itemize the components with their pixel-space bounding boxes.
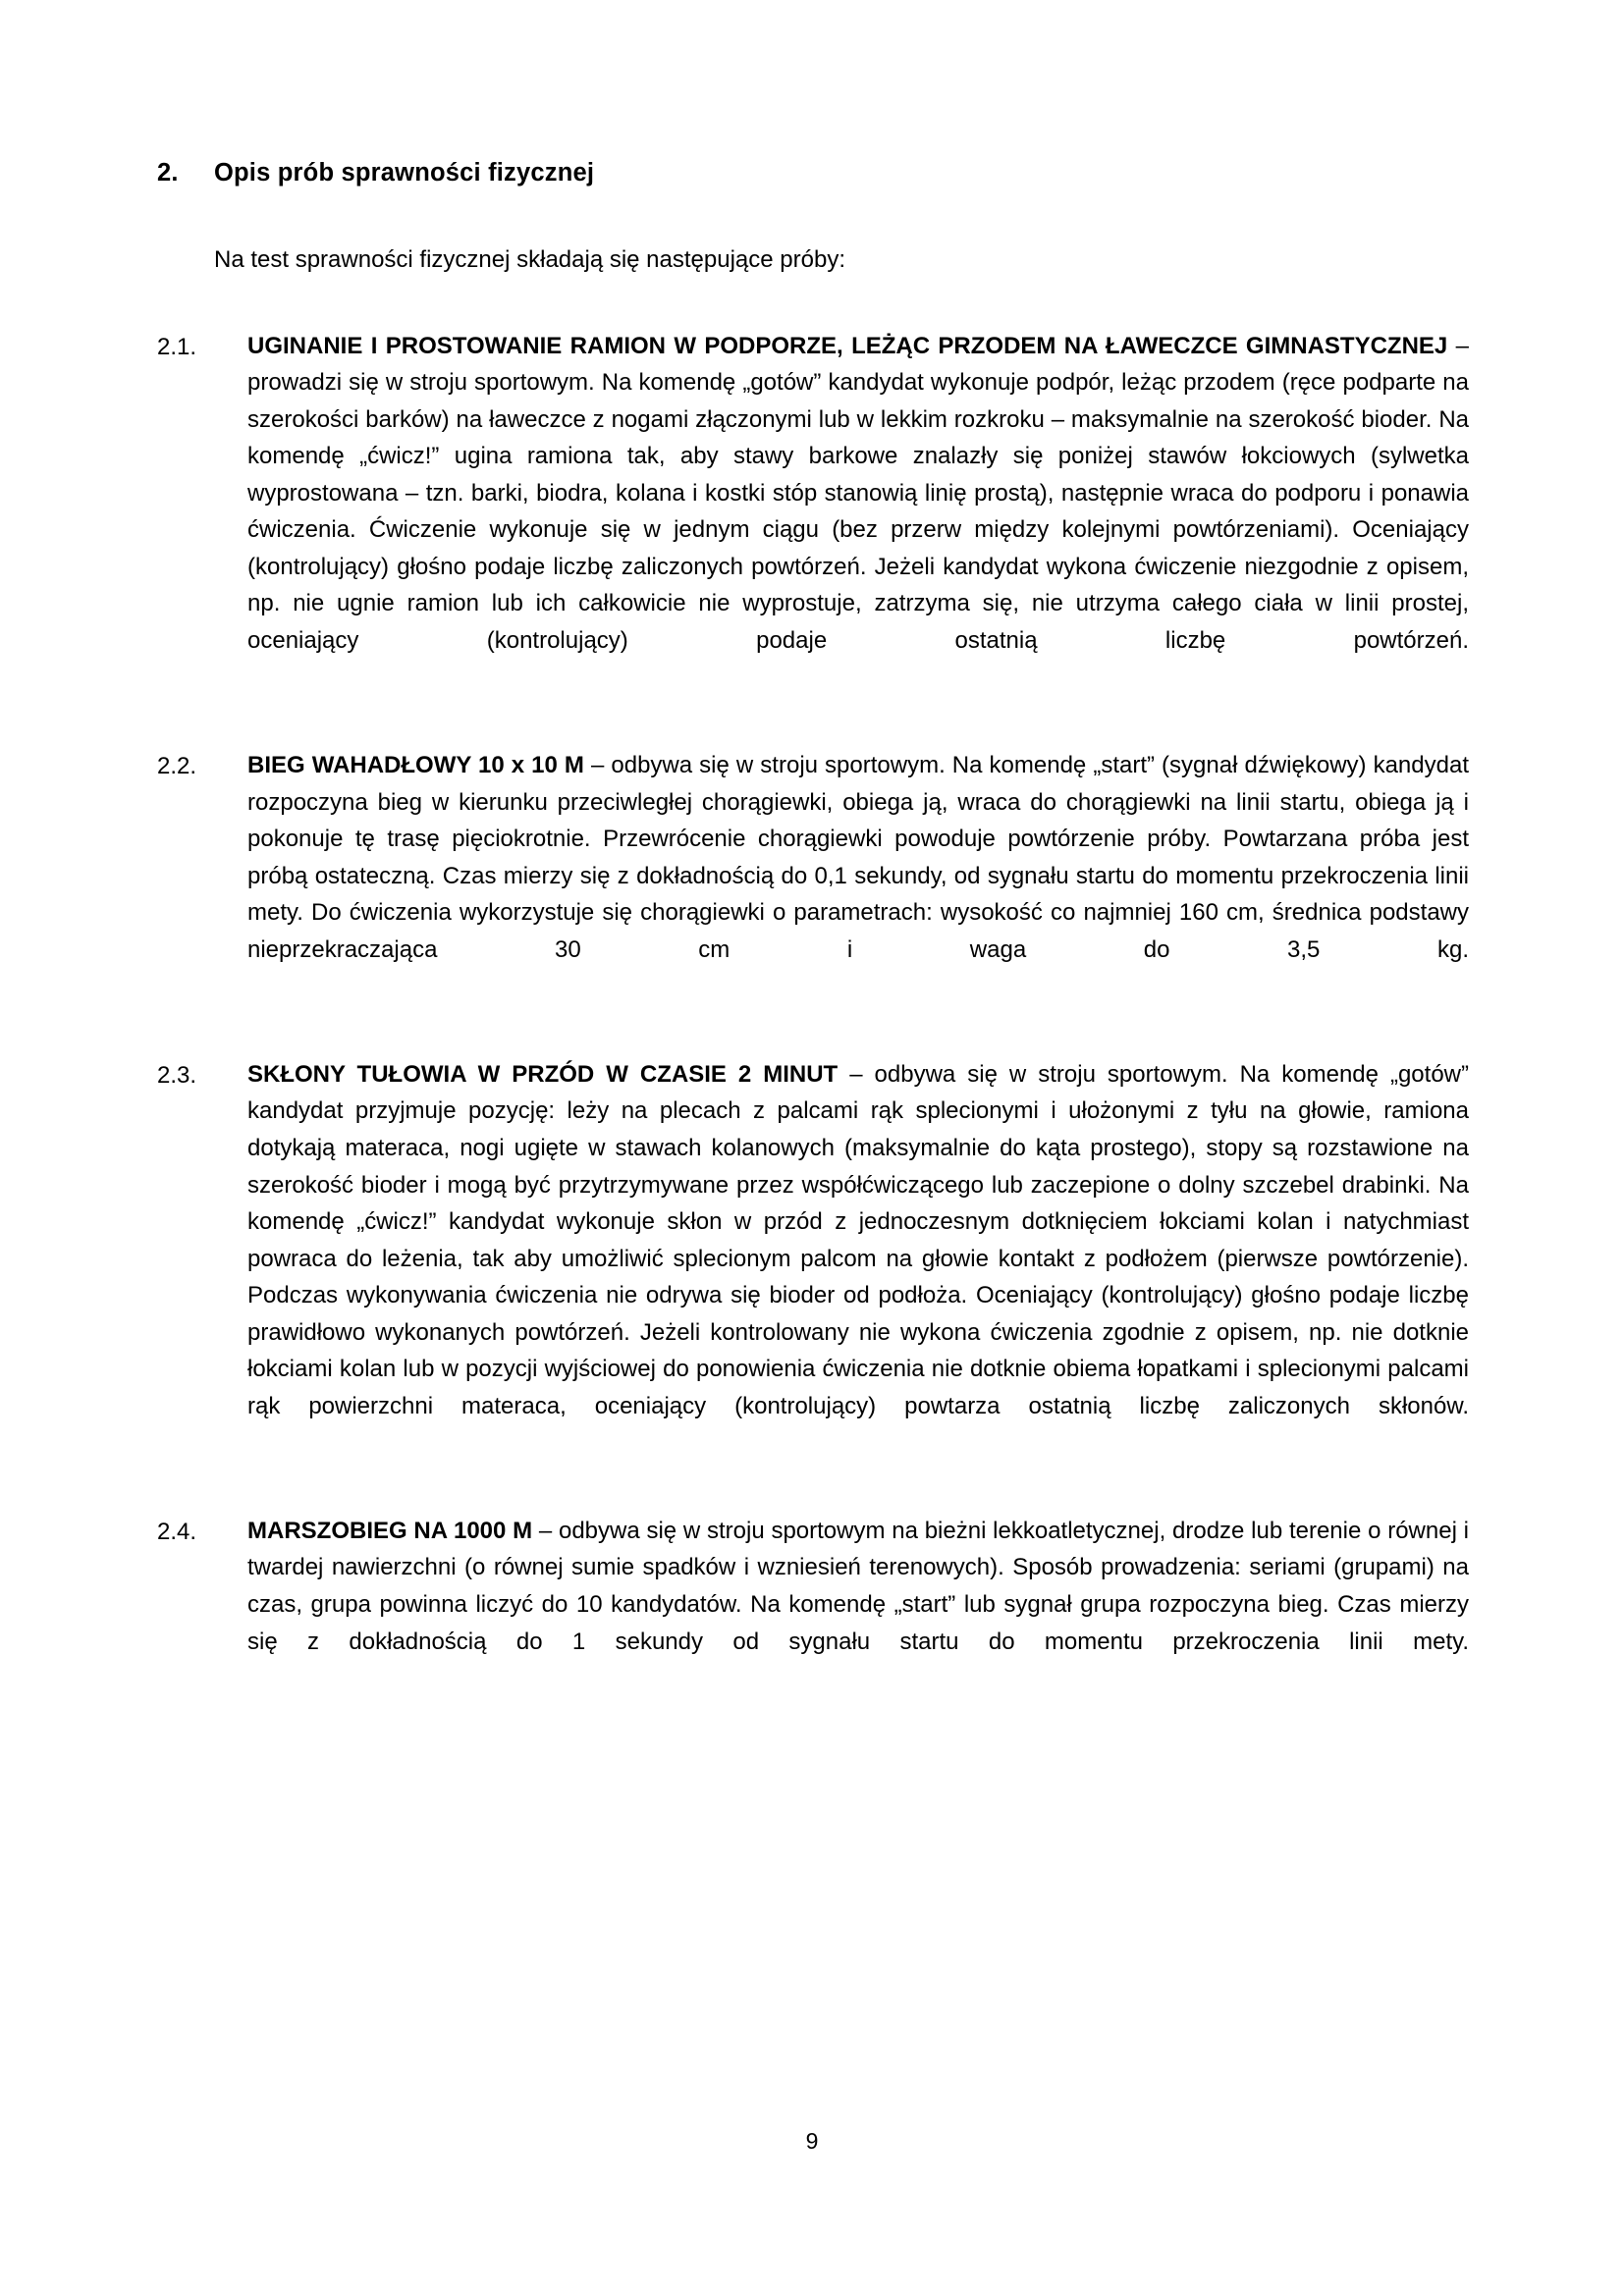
section-2-3-title: SKŁONY TUŁOWIA W PRZÓD W CZASIE 2 MINUT <box>247 1060 839 1088</box>
section-2-1-text: – prowadzi się w stroju sportowym. Na komendę „gotów” kandydat wykonuje podpór, leżąc przodem (ręce podparte na szerokości barków) na ławeczce z nogami złączonymi lub w lekkim rozkroku – maksymalnie na szerokość bioder. Na komendę „ćwicz!” ugina ramiona tak, aby stawy barkowe znalazły się poniżej stawów łokciowych (sylwetka wyprostowana – tzn. barki, biodra, kolana i kostki stóp stanowią linię prostą), następnie wraca do podporu i ponawia ćwiczenia. Ćwiczenie wykonuje się w jednym ciągu (bez przerw między kolejnymi powtórzeniami). Oceniający (kontrolujący) głośno podaje liczbę zaliczonych powtórzeń. Jeżeli kandydat wykona ćwiczenie niezgodnie z opisem, np. nie ugnie ramion lub ich całkowicie nie wyprostuje, zatrzyma się, nie utrzyma całego ciała w linii prostej, oceniający (kontrolujący) podaje ostatnią liczbę powtórzeń. <box>247 332 1470 654</box>
section-2-3 <box>157 1005 1469 1462</box>
section-2-4-body <box>247 1513 1469 1697</box>
section-2-1-body <box>247 328 1469 696</box>
section-2-1-number: 2.1. <box>157 333 197 360</box>
document-content <box>157 157 1469 1697</box>
page-number: 9 <box>805 2128 819 2154</box>
section-2-4-title: MARSZOBIEG NA 1000 M <box>247 1517 533 1544</box>
page-title-text: Opis prób sprawności fizycznej <box>214 159 595 187</box>
section-2-1 <box>157 279 1469 696</box>
intro-paragraph: Na test sprawności fizycznej składają się następujące próby: <box>214 246 845 274</box>
page-title-number: 2. <box>157 159 179 187</box>
section-2-2-number: 2.2. <box>157 753 197 780</box>
section-2-4 <box>157 1462 1469 1697</box>
section-2-3-text: – odbywa się w stroju sportowym. Na komendę „gotów” kandydat przyjmuje pozycję: leży na plecach z palcami rąk splecionymi i ułożonymi z tyłu na głowie, ramiona dotykają materaca, nogi ugięte w stawach kolanowych (maksymalnie do kąta prostego), stopy są rozstawione na szerokość bioder i mogą być przytrzymywane przez współćwiczącego lub zaczepione o dolny szczebel drabinki. Na komendę „ćwicz!” kandydat wykonuje skłon w przód z jednoczesnym dotknięciem łokciami kolan i natychmiast powraca do leżenia, tak aby umożliwić splecionym palcom na głowie kontakt z podłożem (pierwsze powtórzenie). Podczas wykonywania ćwiczenia nie odrywa się bioder od podłoża. Oceniający (kontrolujący) głośno podaje liczbę prawidłowo wykonanych powtórzeń. Jeżeli kontrolowany nie wykona ćwiczenia zgodnie z opisem, np. nie dotknie łokciami kolan lub w pozycji wyjściowej do ponowienia ćwiczenia nie dotknie obiema łopatkami i splecionymi palcami rąk powierzchni materaca, oceniający (kontrolujący) powtarza ostatnią liczbę zaliczonych skłonów. <box>247 1060 1469 1419</box>
page-title <box>157 157 1469 189</box>
section-2-2 <box>157 696 1469 1005</box>
section-2-4-text: – odbywa się w stroju sportowym na bieżni lekkoatletycznej, drodze lub terenie o równej i twardej nawierzchni (o równej sumie spadków i wzniesień terenowych). Sposób prowadzenia: seriami (grupami) na czas, grupa powinna liczyć do 10 kandydatów. Na komendę „start” lub sygnał grupa rozpoczyna bieg. Czas mierzy się z dokładnością do 1 sekundy od sygnału startu do momentu przekroczenia linii mety. <box>247 1517 1469 1655</box>
section-2-3-body <box>247 1056 1469 1462</box>
section-2-2-text: – odbywa się w stroju sportowym. Na komendę „start” (sygnał dźwiękowy) kandydat rozpoczyna bieg w kierunku przeciwległej chorągiewki, obiega ją, wraca do chorągiewki na linii startu, obiega ją i pokonuje tę trasę pięciokrotnie. Przewrócenie chorągiewki powoduje powtórzenie próby. Powtarzana próba jest próbą ostateczną. Czas mierzy się z dokładnością do 0,1 sekundy, od sygnału startu do momentu przekroczenia linii mety. Do ćwiczenia wykorzystuje się chorągiewki o parametrach: wysokość co najmniej 160 cm, średnica podstawy nieprzekraczająca 30 cm i waga do 3,5 kg. <box>247 752 1469 963</box>
section-2-2-title: BIEG WAHADŁOWY 10 x 10 M <box>247 752 584 779</box>
section-2-3-number: 2.3. <box>157 1061 197 1089</box>
section-2-1-title: UGINANIE I PROSTOWANIE RAMION W PODPORZE, LEŻĄC PRZODEM NA ŁAWECZCE GIMNASTYCZNEJ <box>247 332 1448 359</box>
section-2-2-body <box>247 747 1469 1005</box>
section-2-4-number: 2.4. <box>157 1518 197 1545</box>
